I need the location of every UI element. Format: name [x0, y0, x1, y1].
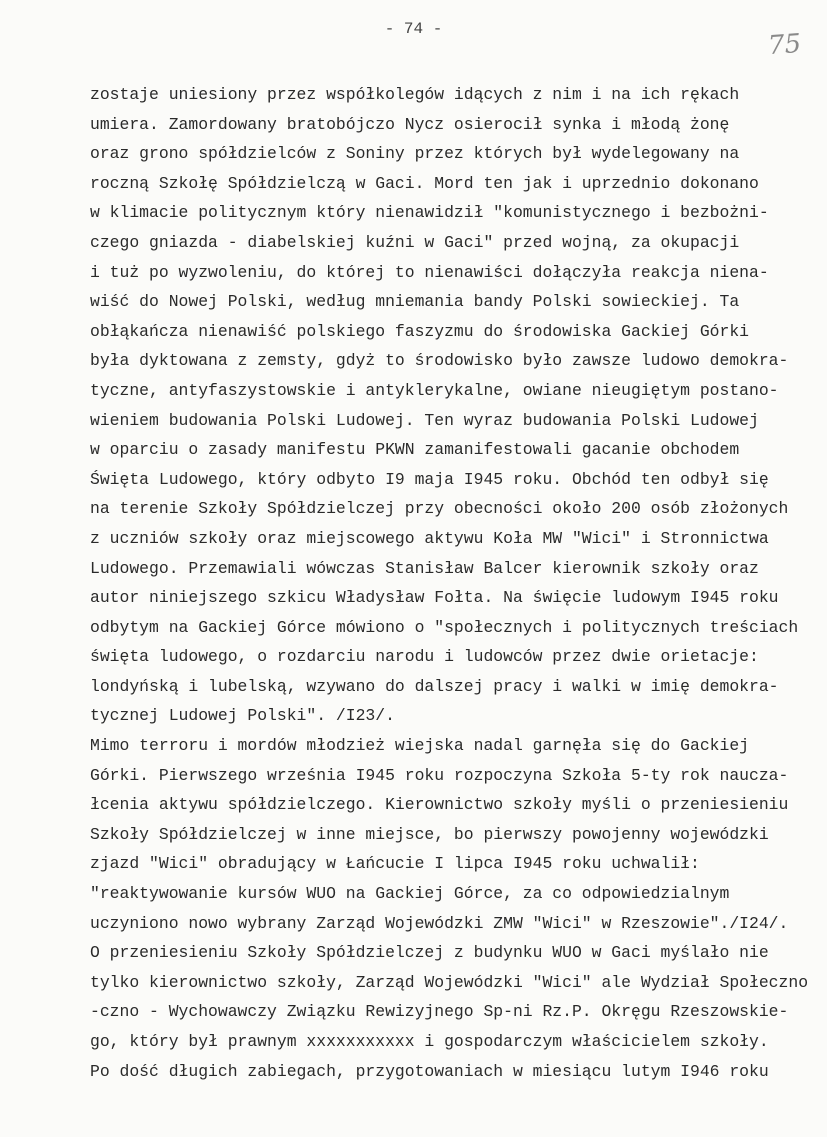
text-line: "reaktywowanie kursów WUO na Gackiej Górce, za co odpowiedzialnym [90, 884, 730, 904]
text-line: autor niniejszego szkicu Władysław Fołta. Na święcie ludowym I945 roku [90, 588, 779, 608]
text-line: uczyniono nowo wybrany Zarząd Wojewódzki ZMW "Wici" w Rzeszowie"./I24/. [90, 913, 789, 933]
text-line: tycznej Ludowej Polski". /I23/. [90, 706, 395, 726]
text-line: z uczniów szkoły oraz miejscowego aktywu Koła MW "Wici" i Stronnictwa [90, 528, 769, 548]
text-line: O przeniesieniu Szkoły Spółdzielczej z budynku WUO w Gaci myślało nie [90, 943, 769, 963]
text-line: w klimacie politycznym który nienawidził "komunistycznego i bezbożni- [90, 203, 769, 223]
text-line: roczną Szkołę Spółdzielczą w Gaci. Mord ten jak i uprzednio dokonano [90, 173, 759, 193]
text-line: Po dość długich zabiegach, przygotowaniach w miesiącu lutym I946 roku [90, 1061, 769, 1081]
text-line: w oparciu o zasady manifestu PKWN zamanifestowali gacanie obchodem [90, 440, 740, 460]
text-line: Święta Ludowego, który odbyto I9 maja I945 roku. Obchód ten odbył się [90, 469, 769, 489]
text-line: czego gniazda - diabelskiej kuźni w Gaci" przed wojną, za okupacji [90, 232, 740, 252]
text-line: zjazd "Wici" obradujący w Łańcucie I lipca I945 roku uchwalił: [90, 854, 700, 874]
text-line: wiść do Nowej Polski, według mniemania bandy Polski sowieckiej. Ta [90, 292, 740, 312]
text-line: święta ludowego, o rozdarciu narodu i ludowców przez dwie orietacje: [90, 647, 759, 667]
text-line: go, który był prawnym xxxxxxxxxxx i gospodarczym właścicielem szkoły. [90, 1032, 769, 1051]
text-line: tylko kierownictwo szkoły, Zarząd Wojewódzki "Wici" ale Wydział Społeczno [90, 972, 809, 992]
handwritten-page-number: 75 [766, 28, 803, 62]
text-line: obłąkańcza nienawiść polskiego faszyzmu do środowiska Gackiej Górki [90, 321, 750, 341]
text-line: tyczne, antyfaszystowskie i antyklerykalne, owiane nieugiętym postano- [90, 380, 779, 400]
body-text [90, 80, 827, 1086]
text-line: Górki. Pierwszego września I945 roku rozpoczyna Szkoła 5-ty rok naucza- [90, 765, 789, 785]
text-line: odbytym na Gackiej Górce mówiono o "społecznych i politycznych treściach [90, 617, 799, 637]
text-line: Szkoły Spółdzielczej w inne miejsce, bo pierwszy powojenny wojewódzki [90, 824, 769, 844]
text-line: była dyktowana z zemsty, gdyż to środowisko było zawsze ludowo demokra- [90, 351, 789, 371]
text-line: wieniem budowania Polski Ludowej. Ten wyraz budowania Polski Ludowej [90, 410, 759, 430]
text-line: zostaje uniesiony przez współkolegów idących z nim i na ich rękach [90, 85, 740, 104]
text-line: umiera. Zamordowany bratobójczo Nycz osierocił synka i młodą żonę [90, 114, 730, 134]
text-line: -czno - Wychowawczy Związku Rewizyjnego Sp-ni Rz.P. Okręgu Rzeszowskie- [90, 1002, 789, 1022]
text-line: Mimo terroru i mordów młodzież wiejska nadal garnęła się do Gackiej [90, 736, 750, 756]
text-line: oraz grono spółdzielców z Soniny przez których był wydelegowany na [90, 144, 740, 164]
text-line: na terenie Szkoły Spółdzielczej przy obecności około 200 osób złożonych [90, 499, 789, 519]
text-line: łcenia aktywu spółdzielczego. Kierownictwo szkoły myśli o przeniesieniu [90, 795, 789, 815]
page-number: - 74 - [384, 20, 443, 38]
text-line: Ludowego. Przemawiali wówczas Stanisław Balcer kierownik szkoły oraz [90, 558, 759, 578]
text-line: i tuż po wyzwoleniu, do której to nienawiści dołączyła reakcja niena- [90, 262, 769, 282]
text-line: londyńską i lubelską, wzywano do dalszej pracy i walki w imię demokra- [90, 676, 779, 696]
